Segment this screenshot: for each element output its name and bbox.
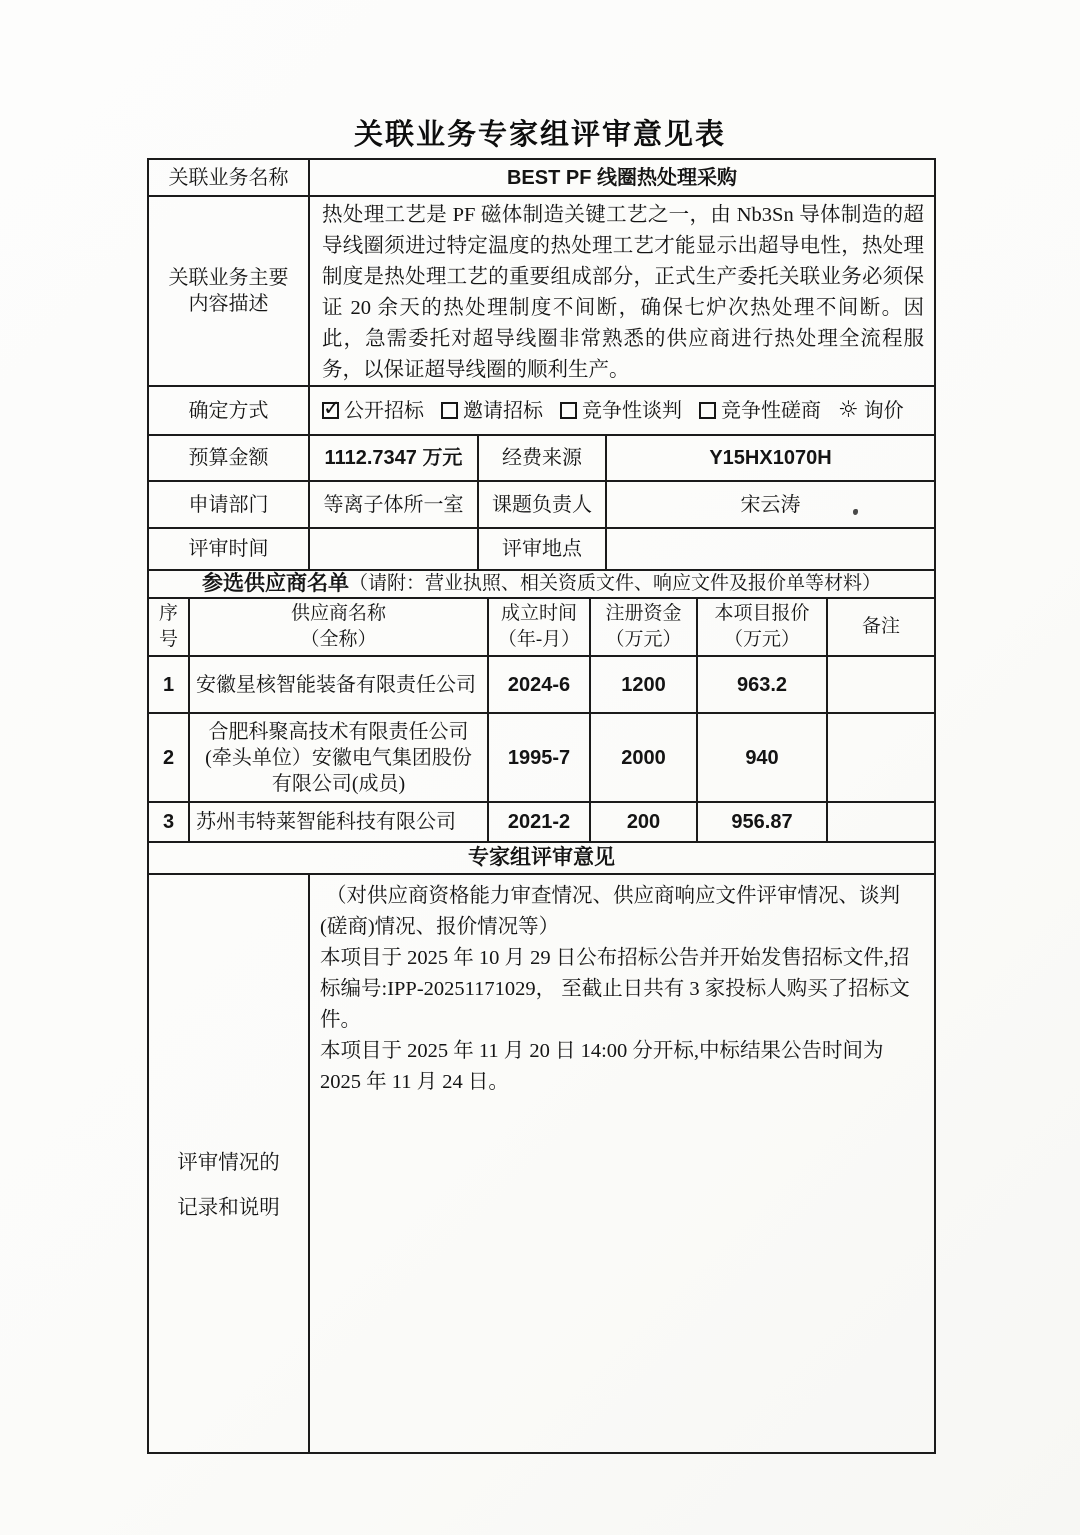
- header-capital-line2: （万元）: [605, 629, 682, 650]
- method-options: [308, 387, 934, 434]
- description-label-line1: 关联业务主要: [168, 267, 289, 289]
- opinion-paragraph-1: 本项目于 2025 年 10 月 29 日公布招标公告并开始发售招标文件,招标编号:IPP-20251171029， 至截止日共有 3 家投标人购买了招标文件。: [320, 947, 910, 1031]
- header-bid: [696, 599, 826, 655]
- option-competitive-consultation: [699, 398, 821, 424]
- supplier-name: 安徽星核智能装备有限责任公司: [188, 657, 487, 712]
- header-capital-line1: 注册资金: [605, 603, 682, 624]
- leader-value: 宋云涛: [605, 482, 934, 527]
- option-inquiry: [838, 398, 904, 424]
- funding-source-label: 经费来源: [477, 436, 605, 480]
- review-time-label: 评审时间: [188, 538, 269, 560]
- supplier-founded: 1995-7: [487, 714, 589, 801]
- supplier-capital: 1200: [589, 657, 696, 712]
- opinion-side-label-line1: 评审情况的: [177, 1152, 280, 1174]
- opinion-note: （对供应商资格能力审查情况、供应商响应文件评审情况、谈判(磋商)情况、报价情况等）: [320, 885, 900, 938]
- option-label: 竞争性谈判: [582, 399, 682, 422]
- supplier-name: 合肥科聚高技术有限责任公司(牵头单位）安徽电气集团股份有限公司(成员): [188, 714, 487, 801]
- option-public-bidding: [322, 398, 424, 424]
- business-name-row: [149, 160, 934, 195]
- supplier-row: [149, 801, 934, 841]
- department-value: 等离子体所一室: [308, 482, 477, 527]
- department-label: 申请部门: [188, 493, 269, 516]
- opinion-row: [149, 873, 934, 1452]
- header-capital: [589, 599, 696, 655]
- header-seq-line1: 序: [158, 603, 178, 624]
- option-label: 询价: [863, 399, 904, 422]
- business-name-value: BEST PF 线圈热处理采购: [308, 160, 934, 195]
- header-bid-line2: （万元）: [723, 629, 800, 650]
- leader-label: 课题负责人: [477, 482, 605, 527]
- header-founded-line1: 成立时间: [500, 603, 577, 624]
- header-name-line1: 供应商名称: [290, 603, 386, 624]
- review-time-value: [308, 529, 477, 569]
- review-place-value: [605, 529, 934, 569]
- header-supplier-name: [188, 599, 487, 655]
- department-row: [149, 480, 934, 527]
- method-label: 确定方式: [188, 399, 269, 422]
- opinion-section-row: [149, 841, 934, 873]
- checkbox-unchecked-icon: [560, 402, 577, 419]
- supplier-seq: 2: [162, 746, 175, 769]
- check-mark-icon: ✓: [323, 396, 341, 420]
- option-label: 公开招标: [344, 399, 424, 422]
- description-text: 热处理工艺是 PF 磁体制造关键工艺之一，由 Nb3Sn 导体制造的超导线圈须进过特定温度的热处理工艺才能显示出超导电性，热处理制度是热处理工艺的重要组成部分，正式生产委托关联业务必须保证 20 余天的热处理制度不间断，确保七炉次热处理不间断。因此，急需委托对超导线圈非常熟悉的供应商进行热处理全流程服务，以保证超导线圈的顺利生产。: [308, 197, 934, 385]
- opinion-paragraph-2: 本项目于 2025 年 11 月 20 日 14:00 分开标,中标结果公告时间为 2025 年 11 月 24 日。: [320, 1040, 884, 1093]
- header-bid-line1: 本项目报价: [714, 603, 810, 624]
- supplier-section-title-note: （请附：营业执照、相关资质文件、响应文件及报价单等材料）: [348, 573, 881, 594]
- description-label: [149, 197, 308, 385]
- option-invited-bidding: [441, 398, 543, 424]
- header-founded: [487, 599, 589, 655]
- option-label: 竞争性磋商: [721, 399, 821, 422]
- supplier-bid: 956.87: [696, 803, 826, 841]
- description-label-line2: 内容描述: [188, 293, 269, 315]
- description-row: [149, 195, 934, 385]
- supplier-capital: 2000: [589, 714, 696, 801]
- supplier-section-title-bold: 参选供应商名单: [201, 572, 349, 595]
- header-seq: [149, 599, 188, 655]
- supplier-section-title: [149, 571, 934, 597]
- supplier-header-row: [149, 597, 934, 655]
- method-row: [149, 385, 934, 434]
- header-seq-line2: 号: [158, 629, 178, 650]
- funding-source-value: Y15HX1070H: [605, 436, 934, 480]
- supplier-bid: 940: [696, 714, 826, 801]
- sun-bullet-icon: ☼: [838, 397, 859, 423]
- supplier-remark: [826, 803, 934, 841]
- business-name-label: 关联业务名称: [168, 166, 289, 189]
- supplier-row: [149, 655, 934, 712]
- review-place-label: 评审地点: [477, 529, 605, 569]
- budget-row: [149, 434, 934, 480]
- opinion-side-label: [149, 875, 308, 1452]
- page-title: 关联业务专家组评审意见表: [353, 119, 726, 151]
- budget-label: 预算金额: [188, 447, 269, 469]
- supplier-seq: 1: [162, 673, 175, 696]
- review-time-row: [149, 527, 934, 569]
- supplier-seq: 3: [162, 811, 175, 833]
- supplier-name: 苏州韦特莱智能科技有限公司: [188, 803, 487, 841]
- option-label: 邀请招标: [463, 399, 543, 422]
- supplier-bid: 963.2: [696, 657, 826, 712]
- supplier-capital: 200: [589, 803, 696, 841]
- opinion-side-label-line2: 记录和说明: [177, 1197, 280, 1219]
- supplier-founded: 2021-2: [487, 803, 589, 841]
- checkbox-checked-icon: [322, 396, 341, 420]
- supplier-remark: [826, 657, 934, 712]
- opinion-content: [308, 875, 934, 1452]
- checkbox-unchecked-icon: [441, 402, 458, 419]
- checkbox-unchecked-icon: [699, 402, 716, 419]
- budget-value: 1112.7347 万元: [308, 436, 477, 480]
- supplier-remark: [826, 714, 934, 801]
- opinion-section-title: 专家组评审意见: [468, 846, 615, 869]
- supplier-founded: 2024-6: [487, 657, 589, 712]
- supplier-row: [149, 712, 934, 801]
- supplier-section-row: [149, 569, 934, 597]
- header-founded-line2: （年-月）: [497, 629, 581, 650]
- review-form-table: [147, 158, 936, 1454]
- option-competitive-negotiation: [560, 398, 682, 424]
- header-remark: 备注: [826, 599, 934, 655]
- header-name-line2: （全称）: [300, 629, 377, 650]
